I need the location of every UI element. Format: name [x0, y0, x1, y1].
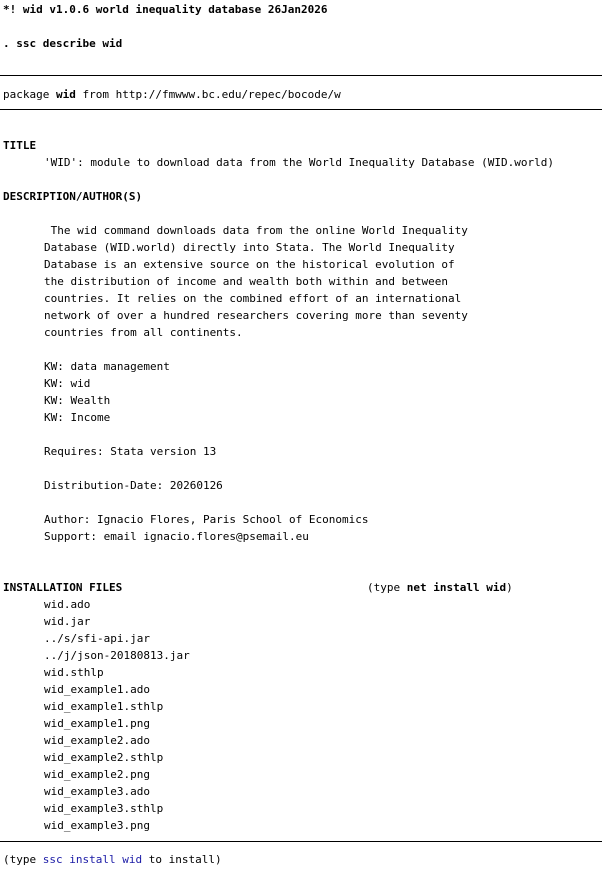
footer-open: (type — [3, 853, 43, 866]
installation-file-item: wid.jar — [44, 615, 91, 628]
installation-file-item: wid_example1.ado — [44, 683, 150, 696]
package-line — [3, 86, 341, 103]
installation-file-item: wid_example3.sthlp — [44, 802, 164, 815]
description-line: the distribution of income and wealth both within and between — [44, 275, 448, 288]
keyword-line: KW: data management — [44, 360, 170, 373]
description-line: countries from all continents. — [44, 326, 243, 339]
package-name: wid — [55, 88, 76, 101]
keyword-line: KW: wid — [44, 377, 91, 390]
footer-line — [3, 851, 222, 868]
divider-bottom — [0, 841, 602, 842]
hint-open: (type — [367, 581, 407, 594]
command-line: . ssc describe wid — [3, 37, 123, 50]
hint-close: ) — [506, 581, 513, 594]
title-heading: TITLE — [3, 139, 37, 152]
package-prefix: package — [3, 88, 56, 101]
requires-line: Requires: Stata version 13 — [44, 445, 217, 458]
footer-close: to install) — [142, 853, 222, 866]
installation-file-item: wid_example2.ado — [44, 734, 150, 747]
installation-file-item: wid_example1.png — [44, 717, 150, 730]
divider-top — [0, 75, 602, 76]
installation-file-item: ../j/json-20180813.jar — [44, 649, 190, 662]
package-from: from — [75, 88, 116, 101]
installation-file-item: wid_example2.png — [44, 768, 150, 781]
installation-file-item: wid_example3.ado — [44, 785, 150, 798]
description-line: Database (WID.world) directly into Stata. The World Inequality — [44, 241, 455, 254]
net-install-hint — [367, 579, 513, 596]
support-line: Support: email ignacio.flores@psemail.eu — [44, 530, 309, 543]
keyword-line: KW: Wealth — [44, 394, 111, 407]
package-url: http://fmwww.bc.edu/repec/bocode/w — [115, 88, 341, 101]
installation-file-item: ../s/sfi-api.jar — [44, 632, 150, 645]
net-install-command[interactable]: net install wid — [406, 581, 507, 594]
installation-file-item: wid_example3.png — [44, 819, 150, 832]
starbang-line: *! wid v1.0.6 world inequality database 26Jan2026 — [3, 3, 328, 16]
description-heading: DESCRIPTION/AUTHOR(S) — [3, 190, 143, 203]
title-text: 'WID': module to download data from the World Inequality Database (WID.world) — [44, 156, 554, 169]
installation-heading: INSTALLATION FILES — [3, 581, 123, 594]
installation-file-item: wid.sthlp — [44, 666, 104, 679]
divider-package — [0, 109, 602, 110]
author-line: Author: Ignacio Flores, Paris School of Economics — [44, 513, 369, 526]
description-line: countries. It relies on the combined effort of an international — [44, 292, 462, 305]
description-line: Database is an extensive source on the historical evolution of — [44, 258, 455, 271]
description-line: network of over a hundred researchers covering more than seventy — [44, 309, 468, 322]
distribution-date-line: Distribution-Date: 20260126 — [44, 479, 223, 492]
keyword-line: KW: Income — [44, 411, 111, 424]
installation-file-item: wid_example1.sthlp — [44, 700, 164, 713]
installation-file-item: wid.ado — [44, 598, 91, 611]
description-line: The wid command downloads data from the online World Inequality — [44, 224, 468, 237]
ssc-install-link[interactable]: ssc install wid — [42, 853, 143, 866]
installation-file-item: wid_example2.sthlp — [44, 751, 164, 764]
